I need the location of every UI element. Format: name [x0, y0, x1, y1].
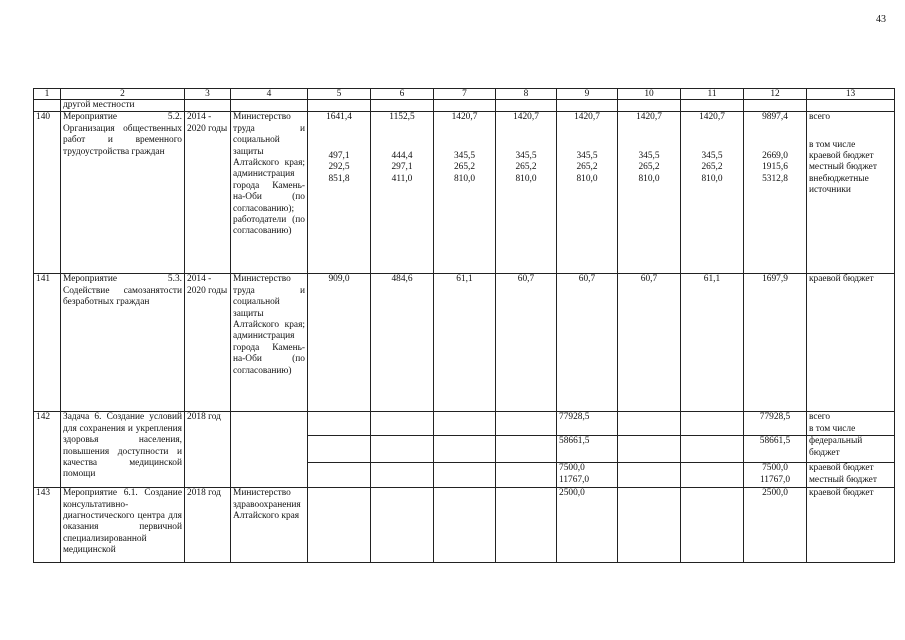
- value-cell: 60,7: [618, 274, 681, 412]
- value-stack: 77928,5: [557, 412, 618, 436]
- col-header: 12: [744, 89, 807, 100]
- value-cell: 61,1: [434, 274, 496, 412]
- value-cell: 1420,7: [496, 112, 557, 140]
- source-cell: всего: [807, 112, 895, 140]
- row-executor: Министерство труда и социальной защиты Алтайского края; администрация города Камень-на-Оби (по согласованию); работодатели (по согласованию): [231, 112, 308, 274]
- col-header: 3: [185, 89, 231, 100]
- row-executor: Министерство труда и социальной защиты Алтайского края; администрация города Камень-на-Оби (по согласованию): [231, 274, 308, 412]
- value-stack: 345,5 265,2 810,0: [496, 140, 557, 274]
- value-cell: 484,6: [371, 274, 434, 412]
- value-cell: 58661,5: [557, 436, 618, 463]
- source-cell: федеральный бюджет: [807, 436, 895, 463]
- value-cell: 58661,5: [744, 436, 807, 463]
- value-stack: 77928,5: [744, 412, 807, 436]
- row-title: Мероприятие 6.1. Создание консультативно-диагностического центра для оказания первичной специализированной медицинской: [61, 488, 185, 563]
- value-cell: 909,0: [308, 274, 371, 412]
- value-cell: 60,7: [557, 274, 618, 412]
- header-row: [34, 89, 895, 100]
- value-cell: 2500,0: [744, 488, 807, 563]
- source-stack: всего в том числе: [807, 412, 895, 436]
- row-title: Мероприятие 5.3. Содействие самозанятости безработных граждан: [61, 274, 185, 412]
- source-stack: краевой бюджет местный бюджет: [807, 463, 895, 488]
- col-header: 5: [308, 89, 371, 100]
- row-period: 2018 год: [185, 488, 231, 563]
- source-cell: краевой бюджет: [807, 274, 895, 412]
- col-header: 7: [434, 89, 496, 100]
- continuation-row: [34, 100, 895, 112]
- budget-table: [33, 88, 895, 563]
- page-number: 43: [876, 14, 886, 25]
- value-cell: 2500,0: [557, 488, 618, 563]
- value-cell: 1420,7: [434, 112, 496, 140]
- row-number: 143: [34, 488, 61, 563]
- value-stack: 444,4 297,1 411,0: [371, 140, 434, 274]
- col-header: 4: [231, 89, 308, 100]
- value-stack: 2669,0 1915,6 5312,8: [744, 140, 807, 274]
- row-number: 140: [34, 112, 61, 274]
- value-stack: 345,5 265,2 810,0: [618, 140, 681, 274]
- col-header: 11: [681, 89, 744, 100]
- value-cell: 1697,9: [744, 274, 807, 412]
- value-stack: 7500,0 11767,0: [557, 463, 618, 488]
- value-cell: 61,1: [681, 274, 744, 412]
- source-cell: краевой бюджет: [807, 488, 895, 563]
- table-row: [34, 274, 895, 412]
- source-stack: в том числе краевой бюджет местный бюджет внебюджетные источники: [807, 140, 895, 274]
- value-stack: 345,5 265,2 810,0: [434, 140, 496, 274]
- row-period: 2014 - 2020 годы: [185, 274, 231, 412]
- row-number: 142: [34, 412, 61, 488]
- value-cell: 60,7: [496, 274, 557, 412]
- value-cell: 9897,4: [744, 112, 807, 140]
- col-header: 6: [371, 89, 434, 100]
- table-row: [34, 488, 895, 563]
- row-period: 2018 год: [185, 412, 231, 488]
- col-header: 1: [34, 89, 61, 100]
- continuation-text: другой местности: [61, 100, 185, 112]
- table-row: [34, 112, 895, 140]
- row-title: Мероприятие 5.2. Организация общественных работ и временного трудоустройства граждан: [61, 112, 185, 274]
- value-stack: 7500,0 11767,0: [744, 463, 807, 488]
- col-header: 13: [807, 89, 895, 100]
- row-title: Задача 6. Создание условий для сохранения и укрепления здоровья населения, повышения доступности и качества медицинской помощи: [61, 412, 185, 488]
- row-executor: Министерство здравоохранения Алтайского края: [231, 488, 308, 563]
- value-cell: 1420,7: [681, 112, 744, 140]
- col-header: 9: [557, 89, 618, 100]
- row-period: 2014 - 2020 годы: [185, 112, 231, 274]
- col-header: 2: [61, 89, 185, 100]
- value-stack: 345,5 265,2 810,0: [681, 140, 744, 274]
- row-number: 141: [34, 274, 61, 412]
- col-header: 8: [496, 89, 557, 100]
- value-cell: 1641,4: [308, 112, 371, 140]
- value-cell: 1152,5: [371, 112, 434, 140]
- table-row: [34, 412, 895, 436]
- value-cell: 1420,7: [618, 112, 681, 140]
- value-stack: 345,5 265,2 810,0: [557, 140, 618, 274]
- value-cell: 1420,7: [557, 112, 618, 140]
- col-header: 10: [618, 89, 681, 100]
- value-stack: 497,1 292,5 851,8: [308, 140, 371, 274]
